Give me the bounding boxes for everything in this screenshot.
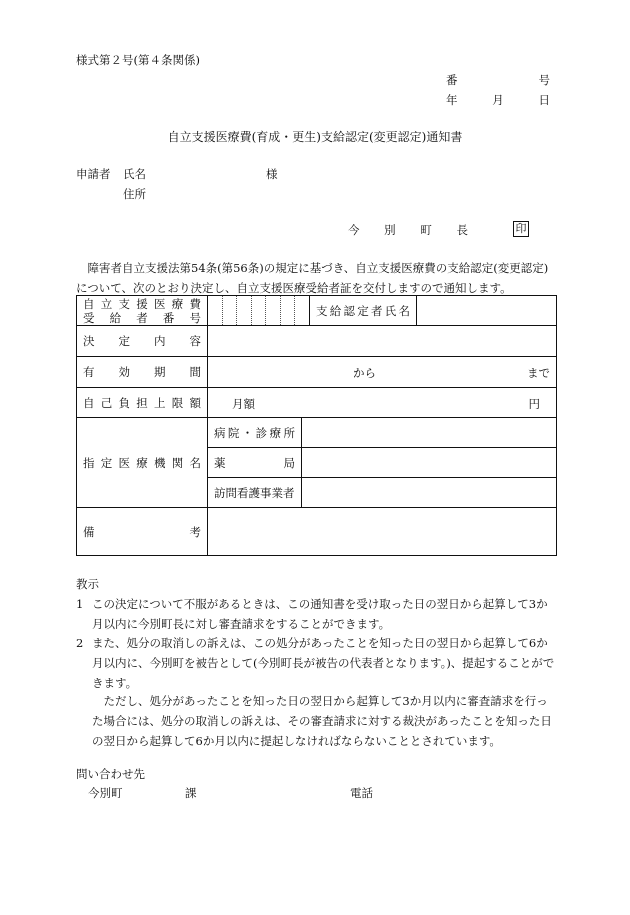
recipient-number-label (77, 296, 208, 326)
copay-monthly: 月額 (232, 397, 255, 411)
recipient-number-label-line1: 自 立 支 援 医 療 費 (83, 296, 201, 311)
copay-yen: 円 (528, 397, 540, 411)
instruction-item-1-text: この決定について不服があるときは、この通知書を受け取った日の翌日から起算して3か月以内に今別町長に対し審査請求をすることができます。 (92, 597, 548, 631)
notice-body: 障害者自立支援法第54条(第56条)の規定に基づき、自立支援医療費の支給認定(変更認定)について、次のとおり決定し、自立支援医療受給者証を交付しますので通知します。 (76, 261, 549, 295)
applicant-honorific: 様 (266, 167, 278, 181)
applicant-address-label: 住所 (123, 187, 146, 201)
contact-phone: 電話 (350, 786, 373, 800)
number-label-ban: 番 (446, 73, 458, 87)
medical-institution-label: 指 定 医 療 機 関 名 (77, 418, 208, 508)
applicant-label: 申請者 (76, 167, 111, 181)
instruction-item-2 (76, 633, 556, 693)
page-title: 自立支援医療費(育成・更生)支給認定(変更認定)通知書 (167, 130, 463, 144)
instruction-item-1 (76, 594, 556, 634)
validity-to: まで (527, 366, 550, 380)
contact-town: 今別町 (88, 786, 123, 800)
recipient-number-label-line2: 受 給 者 番 号 (83, 310, 201, 325)
decision-label: 決 定 内 容 (77, 326, 208, 357)
home-nursing-cell[interactable] (302, 478, 557, 508)
remarks-cell[interactable] (208, 508, 557, 556)
home-nursing-label: 訪問看護事業者 (208, 478, 302, 508)
pharmacy-cell[interactable] (302, 448, 557, 478)
date-month: 月 (492, 93, 504, 107)
instruction-item-2-text: また、処分の取消しの訴えは、この処分があったことを知った日の翌日から起算して6か月以内に、今別町を被告として(今別町長が被告の代表者となります。)、提起することができます。 (92, 636, 555, 690)
validity-cell[interactable] (208, 357, 557, 388)
number-label-go: 号 (538, 73, 550, 87)
contact-heading: 問い合わせ先 (76, 767, 145, 781)
copay-limit-cell[interactable] (208, 388, 557, 418)
decision-cell[interactable] (208, 326, 557, 357)
issuer-char-3: 町 (420, 223, 432, 237)
form-id: 様式第２号(第４条関係) (76, 53, 200, 67)
recipient-number-cell[interactable] (208, 296, 310, 326)
applicant-name-label: 氏名 (123, 167, 146, 181)
date-year: 年 (446, 93, 458, 107)
document-number (446, 72, 550, 88)
seal-mark: 印 (513, 221, 529, 237)
copay-limit-label: 自 己 負 担 上 限 額 (77, 388, 208, 418)
recipient-name-cell[interactable] (417, 296, 557, 326)
remarks-label: 備 考 (77, 508, 208, 556)
instruction-item-2-extra: ただし、処分があったことを知った日の翌日から起算して3か月以内に審査請求を行った場合には、処分の取消しの訴えは、その審査請求に対する裁決があったことを知った日の翌日から起算して6か月以内に提起しなければならないこととされています。 (92, 694, 552, 748)
hospital-clinic-label: 病 院 ・ 診 療 所 (208, 418, 302, 448)
recipient-name-label: 支 給 認 定 者 氏 名 (310, 296, 417, 326)
pharmacy-label: 薬 局 (208, 448, 302, 478)
recipient-number-digit-boxes (208, 296, 309, 325)
instruction-item-1-number: 1 (76, 597, 84, 611)
issuer-char-2: 別 (384, 223, 396, 237)
issuer-char-4: 長 (456, 223, 468, 237)
issuer (348, 222, 468, 238)
hospital-clinic-cell[interactable] (302, 418, 557, 448)
document-date (446, 92, 550, 108)
validity-from: から (353, 366, 376, 380)
validity-label: 有 効 期 間 (77, 357, 208, 388)
decision-table (76, 295, 557, 556)
instruction-heading: 教示 (76, 577, 99, 591)
contact-section: 課 (185, 786, 197, 800)
date-day: 日 (538, 93, 550, 107)
issuer-char-1: 今 (348, 223, 360, 237)
instruction-item-2-number: 2 (76, 636, 84, 650)
